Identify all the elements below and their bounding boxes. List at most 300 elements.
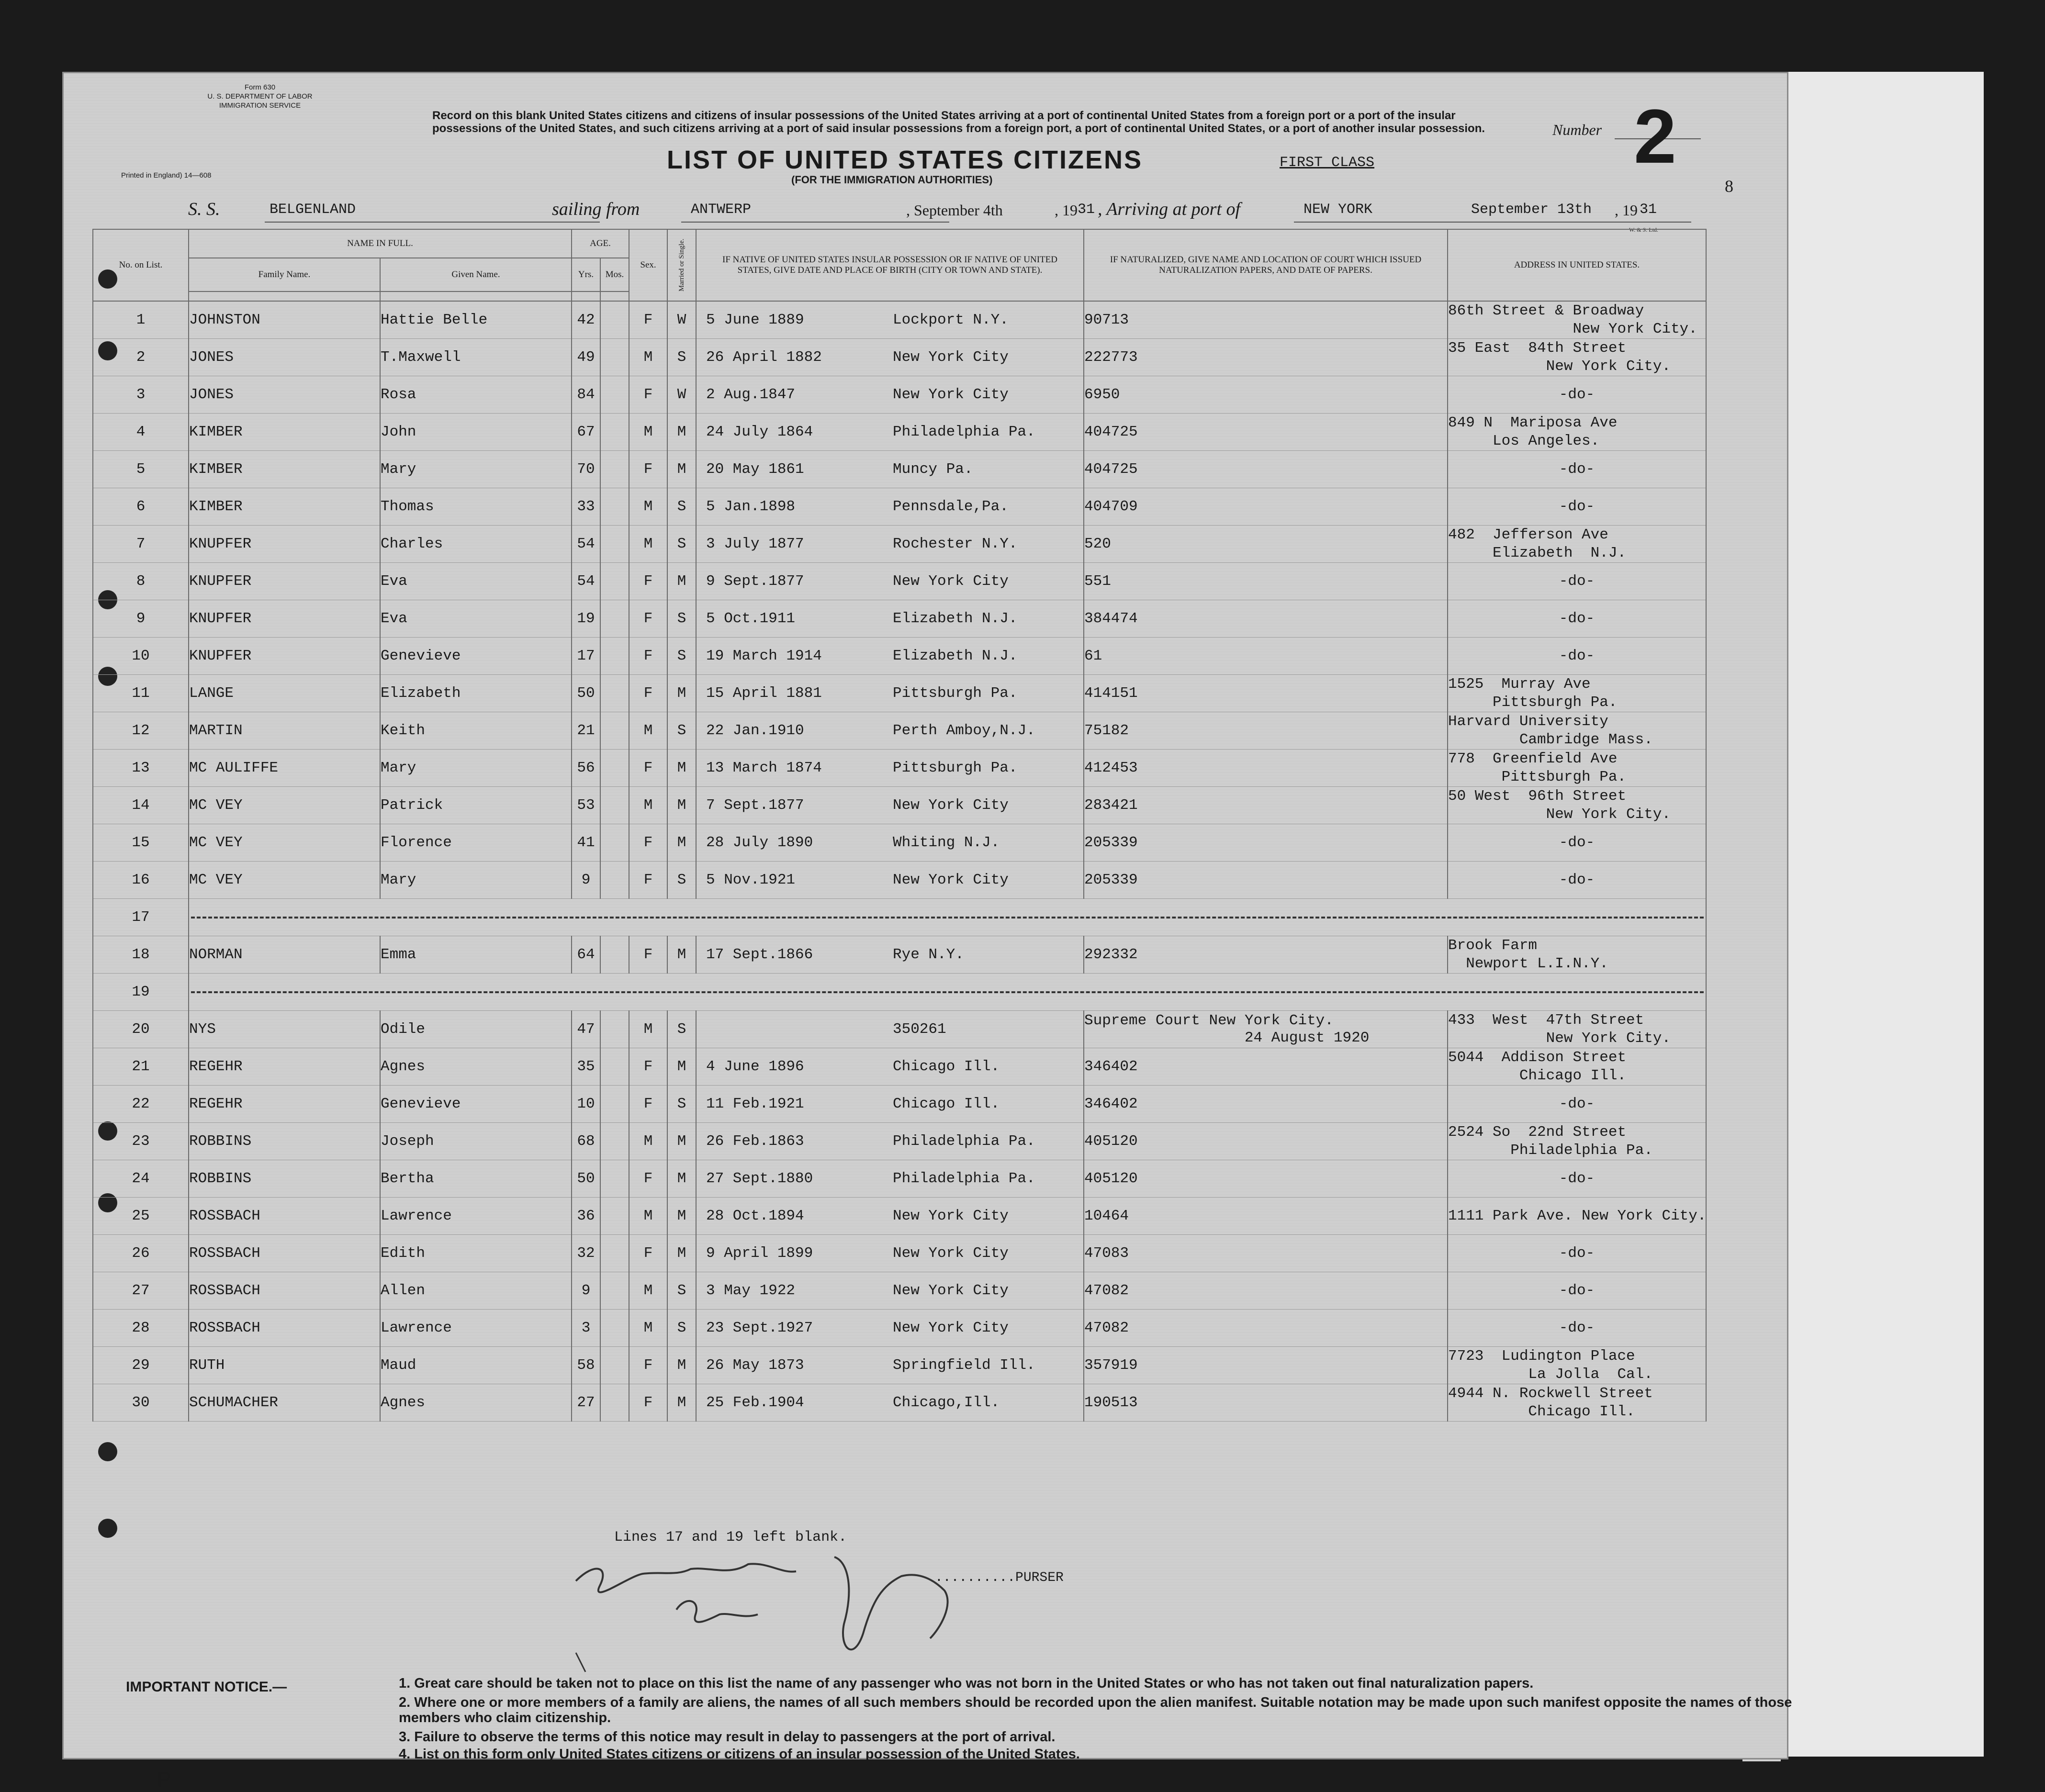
birth-date: 5 Nov.1921 bbox=[706, 872, 796, 888]
age-years: 17 bbox=[572, 638, 600, 675]
birth-place: New York City bbox=[893, 797, 1009, 814]
blank-line bbox=[189, 899, 1706, 936]
birth-date: 20 May 1861 bbox=[706, 461, 804, 478]
table-row bbox=[93, 1310, 1706, 1347]
birth-place: Philadelphia Pa. bbox=[893, 1170, 1035, 1187]
birth-place: New York City bbox=[893, 872, 1009, 888]
dashed-rule bbox=[191, 991, 1704, 993]
address: -do- bbox=[1448, 376, 1706, 414]
sex: F bbox=[629, 563, 667, 600]
address: 50 West 96th Street New York City. bbox=[1448, 787, 1706, 824]
birth-date bbox=[697, 1021, 893, 1038]
naturalization: 384474 bbox=[1084, 600, 1448, 638]
table-row bbox=[93, 1272, 1706, 1310]
sex: F bbox=[629, 675, 667, 712]
table-row bbox=[93, 1347, 1706, 1384]
birth-place: Pittsburgh Pa. bbox=[893, 760, 1018, 776]
notice-heading: IMPORTANT NOTICE.— bbox=[126, 1679, 287, 1695]
age-months bbox=[600, 824, 629, 862]
table-row bbox=[93, 339, 1706, 376]
birth-date: 17 Sept.1866 bbox=[706, 946, 813, 963]
given-name: Thomas bbox=[380, 488, 572, 526]
notice-item-3: 3. Failure to observe the terms of this notice may result in delay to passengers at the port of arrival. bbox=[399, 1729, 1056, 1745]
age-years: 9 bbox=[572, 862, 600, 899]
address: 35 East 84th Street New York City. bbox=[1448, 339, 1706, 376]
address: 2524 So 22nd Street Philadelphia Pa. bbox=[1448, 1123, 1706, 1160]
given-name: John bbox=[380, 414, 572, 451]
address: -do- bbox=[1448, 563, 1706, 600]
col-age-header: AGE. bbox=[572, 229, 629, 258]
purser-line: ..........PURSER bbox=[935, 1570, 1064, 1585]
birth-place: Philadelphia Pa. bbox=[893, 424, 1035, 440]
age-years: 3 bbox=[572, 1310, 600, 1347]
instructions-text: Record on this blank United States citizens and citizens of insular possessions of the United States arriving at a port of continental United States from a foreign port or a port of the insular possessions of the United States, and such citizens arriving at a port of said insular possessions from a foreign port, a port of continental United States, or a port of another insular possession. bbox=[432, 109, 1485, 135]
naturalization: 6950 bbox=[1084, 376, 1448, 414]
corner-mark: 8 bbox=[1725, 177, 1733, 196]
arrival-year: 31 bbox=[1640, 202, 1657, 218]
birth-date: 11 Feb.1921 bbox=[706, 1096, 804, 1112]
age-years: 84 bbox=[572, 376, 600, 414]
address: 1525 Murray Ave Pittsburgh Pa. bbox=[1448, 675, 1706, 712]
address: -do- bbox=[1448, 638, 1706, 675]
marital-status: S bbox=[667, 712, 696, 750]
table-row bbox=[93, 750, 1706, 787]
form-number: Form 630 bbox=[244, 83, 276, 91]
table-row-blank bbox=[93, 899, 1706, 936]
age-months bbox=[600, 1347, 629, 1384]
family-name: REGEHR bbox=[189, 1086, 380, 1123]
naturalization: 61 bbox=[1084, 638, 1448, 675]
marital-status: M bbox=[667, 451, 696, 488]
col-naturalized-header: IF NATURALIZED, GIVE NAME AND LOCATION OF COURT WHICH ISSUED NATURALIZATION PAPERS, AND DATE OF PAPERS. bbox=[1084, 229, 1448, 301]
birth-place: Philadelphia Pa. bbox=[893, 1133, 1035, 1150]
printer-note: Printed in England) 14—608 bbox=[121, 171, 212, 179]
birth-cell bbox=[696, 376, 1084, 414]
age-months bbox=[600, 339, 629, 376]
notice-item-4: 4. List on this form only United States citizens or citizens of an insular possession of the United States. bbox=[399, 1747, 1080, 1762]
family-name: MC VEY bbox=[189, 787, 380, 824]
marital-status: S bbox=[667, 600, 696, 638]
naturalization: 205339 bbox=[1084, 824, 1448, 862]
marital-status: M bbox=[667, 1235, 696, 1272]
table-row bbox=[93, 712, 1706, 750]
sex: M bbox=[629, 712, 667, 750]
birth-place: Chicago,Ill. bbox=[893, 1394, 1000, 1411]
family-name: ROBBINS bbox=[189, 1160, 380, 1198]
sex: F bbox=[629, 301, 667, 339]
birth-cell bbox=[696, 638, 1084, 675]
marital-status: W bbox=[667, 301, 696, 339]
address: -do- bbox=[1448, 1160, 1706, 1198]
signature-image bbox=[566, 1547, 997, 1691]
birth-place: New York City bbox=[893, 349, 1009, 366]
row-number: 29 bbox=[93, 1347, 189, 1384]
age-months bbox=[600, 787, 629, 824]
age-months bbox=[600, 1272, 629, 1310]
table-row bbox=[93, 936, 1706, 974]
col-yrs-header: Yrs. bbox=[572, 258, 600, 291]
address: 482 Jefferson Ave Elizabeth N.J. bbox=[1448, 526, 1706, 563]
given-name: Charles bbox=[380, 526, 572, 563]
naturalization: 292332 bbox=[1084, 936, 1448, 974]
table-row bbox=[93, 376, 1706, 414]
sex: F bbox=[629, 1086, 667, 1123]
age-months bbox=[600, 563, 629, 600]
given-name: Edith bbox=[380, 1235, 572, 1272]
birth-cell bbox=[696, 1272, 1084, 1310]
sex: M bbox=[629, 526, 667, 563]
age-years: 41 bbox=[572, 824, 600, 862]
age-months bbox=[600, 712, 629, 750]
age-years: 68 bbox=[572, 1123, 600, 1160]
arrival-port: NEW YORK bbox=[1303, 202, 1373, 218]
margin-mark: P bbox=[157, 1768, 171, 1791]
blank-line bbox=[189, 974, 1706, 1011]
row-number: 22 bbox=[93, 1086, 189, 1123]
birth-place: Perth Amboy,N.J. bbox=[893, 722, 1035, 739]
address: 778 Greenfield Ave Pittsburgh Pa. bbox=[1448, 750, 1706, 787]
row-number: 6 bbox=[93, 488, 189, 526]
given-name: Agnes bbox=[380, 1048, 572, 1086]
row-number: 3 bbox=[93, 376, 189, 414]
marital-status: M bbox=[667, 787, 696, 824]
birth-place: Pennsdale,Pa. bbox=[893, 498, 1009, 515]
given-name: Allen bbox=[380, 1272, 572, 1310]
naturalization: 357919 bbox=[1084, 1347, 1448, 1384]
age-years: 35 bbox=[572, 1048, 600, 1086]
family-name: ROSSBACH bbox=[189, 1235, 380, 1272]
birth-place: Elizabeth N.J. bbox=[893, 648, 1018, 664]
sex: M bbox=[629, 1310, 667, 1347]
col-family-header: Family Name. bbox=[189, 258, 380, 291]
age-months bbox=[600, 1310, 629, 1347]
family-name: JONES bbox=[189, 376, 380, 414]
marital-status: M bbox=[667, 675, 696, 712]
birth-date: 27 Sept.1880 bbox=[706, 1170, 813, 1187]
row-number: 24 bbox=[93, 1160, 189, 1198]
sex: F bbox=[629, 750, 667, 787]
birth-cell bbox=[696, 414, 1084, 451]
naturalization: 90713 bbox=[1084, 301, 1448, 339]
address: -do- bbox=[1448, 600, 1706, 638]
birth-cell bbox=[696, 600, 1084, 638]
birth-cell bbox=[696, 824, 1084, 862]
naturalization: 405120 bbox=[1084, 1123, 1448, 1160]
passenger-table bbox=[92, 229, 1707, 1422]
naturalization: 47082 bbox=[1084, 1310, 1448, 1347]
sex: M bbox=[629, 1011, 667, 1048]
col-given-header: Given Name. bbox=[380, 258, 572, 291]
age-years: 21 bbox=[572, 712, 600, 750]
table-row bbox=[93, 301, 1706, 339]
sex: F bbox=[629, 1384, 667, 1422]
birth-date: 3 May 1922 bbox=[706, 1282, 796, 1299]
age-months bbox=[600, 1160, 629, 1198]
birth-place: New York City bbox=[893, 1320, 1009, 1336]
address: -do- bbox=[1448, 1310, 1706, 1347]
sex: F bbox=[629, 1347, 667, 1384]
birth-date: 28 July 1890 bbox=[706, 834, 813, 851]
form-id-block bbox=[140, 83, 380, 110]
row-number: 21 bbox=[93, 1048, 189, 1086]
naturalization: 412453 bbox=[1084, 750, 1448, 787]
address: 7723 Ludington Place La Jolla Cal. bbox=[1448, 1347, 1706, 1384]
sex: M bbox=[629, 1198, 667, 1235]
birth-cell bbox=[696, 301, 1084, 339]
table-row bbox=[93, 675, 1706, 712]
age-months bbox=[600, 301, 629, 339]
family-name: KIMBER bbox=[189, 451, 380, 488]
sex: F bbox=[629, 600, 667, 638]
departure-port: ANTWERP bbox=[691, 202, 752, 218]
address: Brook Farm Newport L.I.N.Y. bbox=[1448, 936, 1706, 974]
age-years: 53 bbox=[572, 787, 600, 824]
given-name: Odile bbox=[380, 1011, 572, 1048]
given-name: Mary bbox=[380, 750, 572, 787]
birth-cell bbox=[696, 1310, 1084, 1347]
row-number: 15 bbox=[93, 824, 189, 862]
family-name: JONES bbox=[189, 339, 380, 376]
age-months bbox=[600, 675, 629, 712]
birth-place: Chicago Ill. bbox=[893, 1058, 1000, 1075]
sex: F bbox=[629, 638, 667, 675]
age-months bbox=[600, 1011, 629, 1048]
family-name: ROSSBACH bbox=[189, 1198, 380, 1235]
marital-status: S bbox=[667, 862, 696, 899]
marital-status: M bbox=[667, 750, 696, 787]
printer-mark: W. & S. Ltd. bbox=[1629, 226, 1658, 233]
page-title: LIST OF UNITED STATES CITIZENS bbox=[667, 146, 1143, 174]
naturalization: 404725 bbox=[1084, 414, 1448, 451]
address: -do- bbox=[1448, 451, 1706, 488]
age-months bbox=[600, 750, 629, 787]
age-months bbox=[600, 451, 629, 488]
sailing-label: sailing from bbox=[552, 199, 640, 219]
table-row bbox=[93, 1086, 1706, 1123]
family-name: KNUPFER bbox=[189, 526, 380, 563]
row-number: 27 bbox=[93, 1272, 189, 1310]
birth-place: Whiting N.J. bbox=[893, 834, 1000, 851]
given-name: Joseph bbox=[380, 1123, 572, 1160]
lines-note: Lines 17 and 19 left blank. bbox=[614, 1529, 847, 1546]
row-number: 23 bbox=[93, 1123, 189, 1160]
birth-cell bbox=[696, 787, 1084, 824]
ss-label: S. S. bbox=[188, 199, 220, 219]
given-name: Eva bbox=[380, 600, 572, 638]
birth-cell bbox=[696, 750, 1084, 787]
birth-place: New York City bbox=[893, 1208, 1009, 1224]
service: IMMIGRATION SERVICE bbox=[219, 101, 301, 110]
given-name: Mary bbox=[380, 862, 572, 899]
birth-date: 26 Feb.1863 bbox=[706, 1133, 804, 1150]
given-name: Bertha bbox=[380, 1160, 572, 1198]
age-years: 56 bbox=[572, 750, 600, 787]
birth-cell bbox=[696, 1347, 1084, 1384]
given-name: Lawrence bbox=[380, 1310, 572, 1347]
age-years: 50 bbox=[572, 1160, 600, 1198]
age-months bbox=[600, 414, 629, 451]
given-name: Hattie Belle bbox=[380, 301, 572, 339]
birth-cell bbox=[696, 563, 1084, 600]
family-name: KNUPFER bbox=[189, 563, 380, 600]
age-years: 47 bbox=[572, 1011, 600, 1048]
age-months bbox=[600, 526, 629, 563]
given-name: Maud bbox=[380, 1347, 572, 1384]
manifest-page bbox=[62, 72, 1792, 1791]
family-name: JOHNSTON bbox=[189, 301, 380, 339]
birth-place: Rochester N.Y. bbox=[893, 536, 1018, 552]
table-row bbox=[93, 1160, 1706, 1198]
address: 433 West 47th Street New York City. bbox=[1448, 1011, 1706, 1048]
age-years: 33 bbox=[572, 488, 600, 526]
birth-cell bbox=[696, 1048, 1084, 1086]
birth-date: 4 June 1896 bbox=[706, 1058, 804, 1075]
birth-date: 13 March 1874 bbox=[706, 760, 822, 776]
birth-place: New York City bbox=[893, 1282, 1009, 1299]
age-years: 64 bbox=[572, 936, 600, 974]
naturalization: 520 bbox=[1084, 526, 1448, 563]
page-subtitle: (FOR THE IMMIGRATION AUTHORITIES) bbox=[791, 174, 993, 186]
sex: F bbox=[629, 862, 667, 899]
address: 4944 N. Rockwell Street Chicago Ill. bbox=[1448, 1384, 1706, 1422]
address: 86th Street & Broadway New York City. bbox=[1448, 301, 1706, 339]
given-name: Emma bbox=[380, 936, 572, 974]
table-row bbox=[93, 1198, 1706, 1235]
given-name: Lawrence bbox=[380, 1198, 572, 1235]
naturalization: 205339 bbox=[1084, 862, 1448, 899]
birth-place: Pittsburgh Pa. bbox=[893, 685, 1018, 702]
row-number: 4 bbox=[93, 414, 189, 451]
row-number: 12 bbox=[93, 712, 189, 750]
marital-status: M bbox=[667, 414, 696, 451]
birth-date: 15 April 1881 bbox=[706, 685, 822, 702]
given-name: Genevieve bbox=[380, 638, 572, 675]
naturalization: 222773 bbox=[1084, 339, 1448, 376]
age-years: 32 bbox=[572, 1235, 600, 1272]
given-name: T.Maxwell bbox=[380, 339, 572, 376]
col-name-header: NAME IN FULL. bbox=[189, 229, 572, 258]
naturalization: 10464 bbox=[1084, 1198, 1448, 1235]
table-row bbox=[93, 1384, 1706, 1422]
age-years: 54 bbox=[572, 563, 600, 600]
sex: M bbox=[629, 1272, 667, 1310]
sex: F bbox=[629, 1048, 667, 1086]
col-married-header: Married or Single. bbox=[667, 229, 696, 301]
punch-hole bbox=[98, 1519, 117, 1538]
birth-place: 350261 bbox=[893, 1021, 946, 1038]
age-months bbox=[600, 1384, 629, 1422]
birth-date: 9 Sept.1877 bbox=[706, 573, 804, 590]
age-months bbox=[600, 862, 629, 899]
naturalization: 404709 bbox=[1084, 488, 1448, 526]
marital-status: W bbox=[667, 376, 696, 414]
age-months bbox=[600, 1086, 629, 1123]
family-name: MC AULIFFE bbox=[189, 750, 380, 787]
row-number: 13 bbox=[93, 750, 189, 787]
age-years: 67 bbox=[572, 414, 600, 451]
birth-cell bbox=[696, 1160, 1084, 1198]
family-name: KNUPFER bbox=[189, 638, 380, 675]
marital-status: M bbox=[667, 1347, 696, 1384]
birth-date: 5 Oct.1911 bbox=[706, 610, 796, 627]
marital-status: S bbox=[667, 339, 696, 376]
given-name: Elizabeth bbox=[380, 675, 572, 712]
age-months bbox=[600, 638, 629, 675]
table-row bbox=[93, 787, 1706, 824]
row-number: 1 bbox=[93, 301, 189, 339]
ship-name: BELGENLAND bbox=[270, 202, 356, 218]
row-number: 9 bbox=[93, 600, 189, 638]
table-row bbox=[93, 526, 1706, 563]
birth-cell bbox=[696, 1011, 1084, 1048]
departure-year-prefix: , 19 bbox=[1055, 202, 1078, 219]
naturalization: 405120 bbox=[1084, 1160, 1448, 1198]
table-row bbox=[93, 1123, 1706, 1160]
sex: M bbox=[629, 787, 667, 824]
address: 849 N Mariposa Ave Los Angeles. bbox=[1448, 414, 1706, 451]
sex: M bbox=[629, 488, 667, 526]
address: Harvard University Cambridge Mass. bbox=[1448, 712, 1706, 750]
naturalization: 346402 bbox=[1084, 1086, 1448, 1123]
sex: F bbox=[629, 824, 667, 862]
row-number: 26 bbox=[93, 1235, 189, 1272]
table-row bbox=[93, 414, 1706, 451]
address: -do- bbox=[1448, 1272, 1706, 1310]
family-name: MC VEY bbox=[189, 824, 380, 862]
sex: M bbox=[629, 1123, 667, 1160]
marital-status: M bbox=[667, 824, 696, 862]
given-name: Patrick bbox=[380, 787, 572, 824]
birth-cell bbox=[696, 675, 1084, 712]
marital-status: S bbox=[667, 1272, 696, 1310]
marital-status: M bbox=[667, 1123, 696, 1160]
marital-status: S bbox=[667, 1011, 696, 1048]
department: U. S. DEPARTMENT OF LABOR bbox=[207, 92, 313, 101]
birth-place: Muncy Pa. bbox=[893, 461, 973, 478]
dashed-rule bbox=[191, 917, 1704, 918]
naturalization: 346402 bbox=[1084, 1048, 1448, 1086]
family-name: KNUPFER bbox=[189, 600, 380, 638]
birth-date: 23 Sept.1927 bbox=[706, 1320, 813, 1336]
row-number: 10 bbox=[93, 638, 189, 675]
family-name: REGEHR bbox=[189, 1048, 380, 1086]
row-number: 25 bbox=[93, 1198, 189, 1235]
table-row bbox=[93, 563, 1706, 600]
sex: F bbox=[629, 451, 667, 488]
age-months bbox=[600, 376, 629, 414]
row-number: 2 bbox=[93, 339, 189, 376]
family-name: MC VEY bbox=[189, 862, 380, 899]
row-number: 8 bbox=[93, 563, 189, 600]
ship-underline bbox=[265, 222, 600, 223]
birth-place: Rye N.Y. bbox=[893, 946, 964, 963]
age-years: 19 bbox=[572, 600, 600, 638]
age-months bbox=[600, 936, 629, 974]
birth-place: New York City bbox=[893, 1245, 1009, 1262]
family-name: SCHUMACHER bbox=[189, 1384, 380, 1422]
table-row bbox=[93, 862, 1706, 899]
address: 1111 Park Ave. New York City. bbox=[1448, 1198, 1706, 1235]
row-number: 28 bbox=[93, 1310, 189, 1347]
naturalization: 283421 bbox=[1084, 787, 1448, 824]
arriving-label: , Arriving at port of bbox=[1098, 199, 1241, 219]
arrival-year-prefix: , 19 bbox=[1615, 202, 1638, 219]
notice-item-2: 2. Where one or more members of a family are aliens, the names of all such members should be recorded upon the alien manifest. Suitable notation may be made upon such manifest opposite the names of those members who claim citizenship. bbox=[399, 1695, 1792, 1725]
marital-status: S bbox=[667, 638, 696, 675]
birth-cell bbox=[696, 862, 1084, 899]
row-number: 19 bbox=[93, 974, 189, 1011]
birth-date: 2 Aug.1847 bbox=[706, 386, 796, 403]
